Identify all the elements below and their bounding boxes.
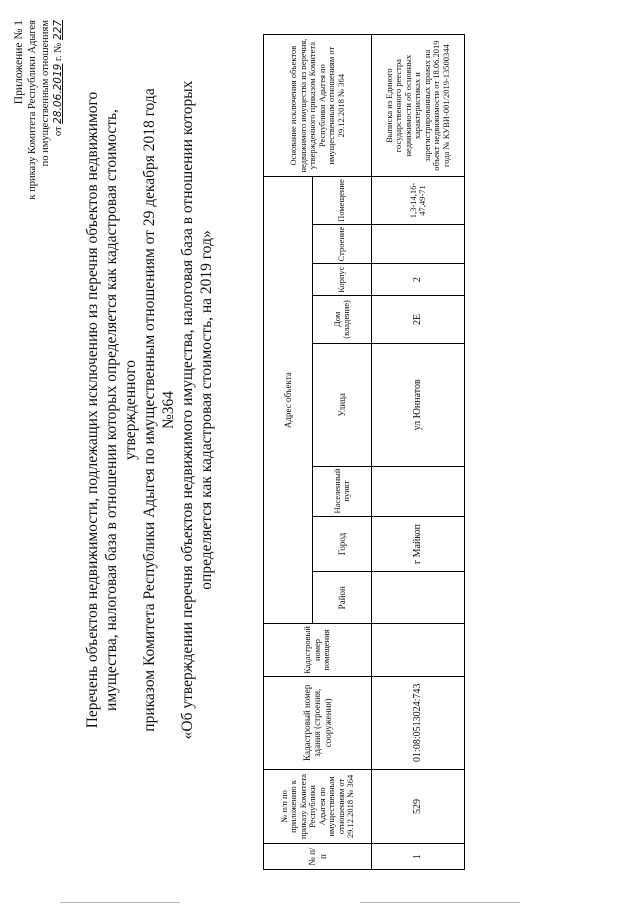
table-row: [372, 35, 465, 870]
cell-stroenie: [372, 224, 465, 264]
header-settlement: Населенный пункт: [313, 466, 372, 516]
appendix-order-ref: к приказу Комитета Республики Адыгея: [27, 20, 38, 200]
title-line-2: имущества, налоговая база в отношении которых определяется как кадастровая стоимость, утвержденного: [103, 109, 139, 711]
cell-district: [372, 572, 465, 624]
title-line-3: приказом Комитета Республики Адыгея по имущественным отношениям от 29 декабря 2018 года №364: [141, 88, 177, 732]
cell-num-in-appendix: 529: [372, 769, 465, 844]
cell-korpus: 2: [372, 264, 465, 295]
header-basis: Основание исключения объектов недвижимого имущества из перечня, утвержденного приказом Комитета Республики Адыгея по имущественным отношениям от 29.12.2018 № 364: [264, 35, 372, 177]
appendix-department: по имущественным отношениям: [40, 20, 51, 167]
header-pomeshchenie: Помещение: [313, 177, 372, 225]
cell-basis: Выписка из Единого государственного реестра недвижимости об основных характеристиках и зарегистрированных правах на объект недвижимости от 18.06.2019 года № КУВИ-001/2019-13500344: [372, 35, 465, 177]
header-address: Адрес объекта: [264, 177, 313, 624]
cell-num: 1: [372, 844, 465, 870]
header-city: Город: [313, 516, 372, 572]
objects-table: [263, 34, 465, 870]
header-cadastral-building: Кадастровый номер здания (строения, сооружения): [264, 676, 372, 769]
appendix-header: [13, 20, 65, 200]
header-num: № п/п: [264, 844, 372, 870]
scan-artifact-line: [60, 902, 180, 903]
cell-pomeshchenie: 1,3-14,16-47,49-71: [372, 177, 465, 225]
title-line-4: «Об утверждении перечня объектов недвижимого имущества, налоговая база в отношении которых: [179, 80, 196, 740]
document-title: [83, 70, 216, 750]
header-cadastral-room: Кадастровый номер помещения: [264, 624, 372, 677]
scan-artifact-line: [360, 902, 520, 903]
header-korpus: Корпус: [313, 264, 372, 295]
cell-settlement: [372, 466, 465, 516]
header-district: Район: [313, 572, 372, 624]
table-header-row: [264, 35, 313, 870]
header-num-in-appendix: № п/п по приложению к приказу Комитета Республики Адыгея по имущественным отношениям от 29.12.2018 № 364: [264, 769, 372, 844]
title-line-1: Перечень объектов недвижимости, подлежащих исключению из перечня объектов недвижимого: [84, 91, 101, 729]
header-street: Улица: [313, 344, 372, 467]
header-stroenie: Строение: [313, 224, 372, 264]
cell-street: ул Юннатов: [372, 344, 465, 467]
rotated-document-page: [5, 0, 635, 900]
date-prefix: от: [53, 126, 64, 137]
cell-cadastral-building: 01:08:0513024:743: [372, 676, 465, 769]
header-house: Дом (владение): [313, 295, 372, 343]
cell-house: 2Е: [372, 295, 465, 343]
handwritten-date: 28.06.2019: [52, 63, 64, 124]
cell-city: г Майкоп: [372, 516, 465, 572]
date-mid: г. №: [53, 42, 64, 62]
handwritten-number: 227: [52, 20, 64, 41]
title-line-5: определяется как кадастровая стоимость, на 2019 год»: [198, 230, 215, 590]
appendix-number: Приложение № 1: [13, 20, 25, 105]
cell-cadastral-room: [372, 624, 465, 677]
appendix-date-line: [52, 20, 65, 200]
